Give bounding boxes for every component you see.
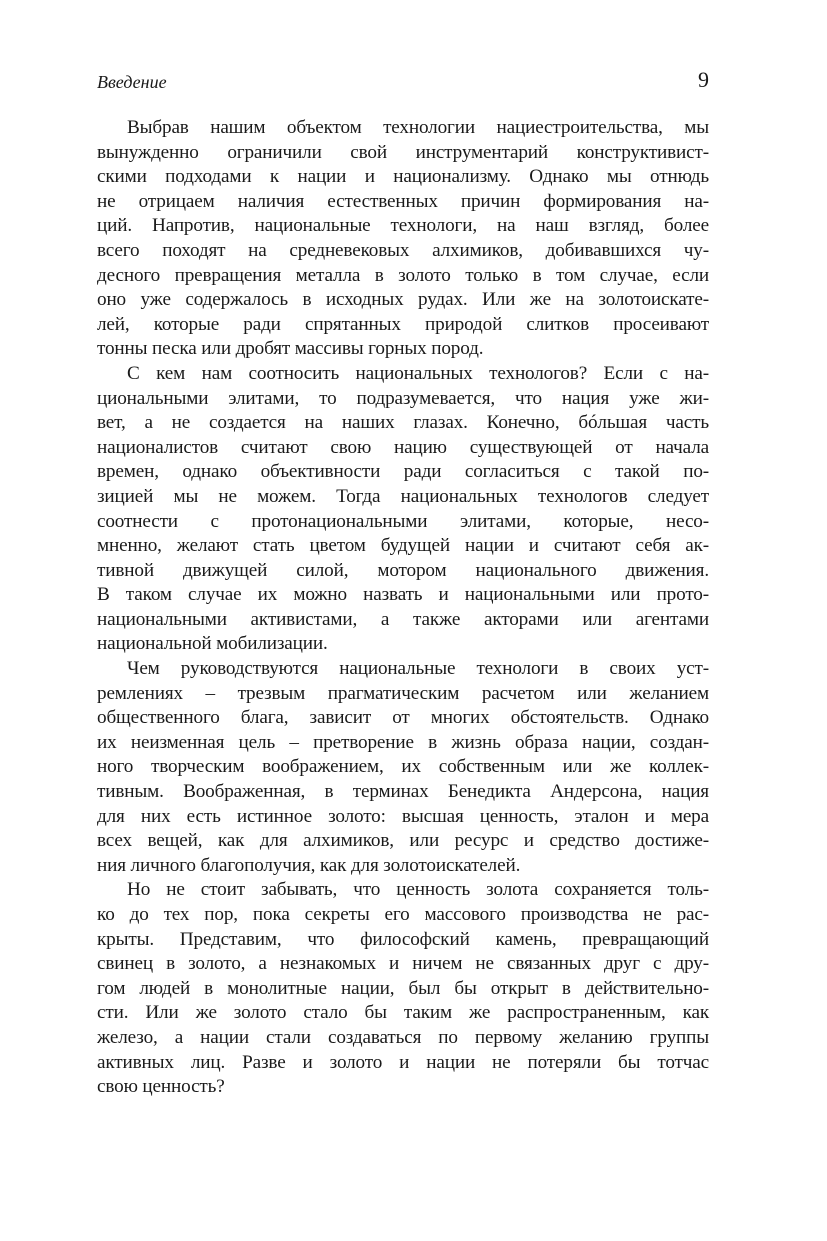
text-line: лей, которые ради спрятанных природой слитков просеивают bbox=[97, 313, 709, 335]
text-line: тонны песка или дробят массивы горных пород. bbox=[97, 338, 484, 360]
text-line: ния личного благополучия, как для золотоискателей. bbox=[97, 854, 521, 876]
text-line: ций. Напротив, национальные технологи, на наш взгляд, более bbox=[97, 215, 709, 237]
text-line: С кем нам соотносить национальных технологов? Если с на- bbox=[127, 362, 709, 384]
text-line: циональными элитами, то подразумевается, что нация уже жи- bbox=[97, 387, 709, 409]
text-line: не отрицаем наличия естественных причин формирования на- bbox=[97, 190, 709, 212]
text-line: тивной движущей силой, мотором национального движения. bbox=[97, 559, 709, 581]
text-line: скими подходами к нации и национализму. Однако мы отнюдь bbox=[97, 166, 709, 188]
text-line: для них есть истинное золото: высшая ценность, эталон и мера bbox=[97, 805, 709, 827]
text-line: свинец в золото, а незнакомых и ничем не связанных друг с дру- bbox=[97, 953, 709, 975]
text-line: железо, а нации стали создаваться по первому желанию группы bbox=[97, 1026, 709, 1048]
body-text bbox=[97, 116, 709, 1100]
text-line: вет, а не создается на наших глазах. Конечно, бóльшая часть bbox=[97, 412, 709, 434]
paragraph bbox=[97, 362, 709, 657]
text-line: национальными активистами, а также акторами или агентами bbox=[97, 608, 709, 630]
text-line: Но не стоит забывать, что ценность золота сохраняется толь- bbox=[127, 879, 709, 901]
text-line: националистов считают свою нацию существующей от начала bbox=[97, 436, 709, 458]
text-line: всех вещей, как для алхимиков, или ресурс и средство достиже- bbox=[97, 830, 709, 852]
text-line: гом людей в монолитные нации, был бы открыт в действительно- bbox=[97, 977, 709, 999]
page-number: 9 bbox=[698, 67, 709, 92]
text-line: Выбрав нашим объектом технологии нациестроительства, мы bbox=[127, 117, 709, 138]
text-line: оно уже содержалось в исходных рудах. Или же на золотоискате- bbox=[97, 289, 709, 311]
running-head bbox=[97, 68, 709, 96]
text-line: их неизменная цель – претворение в жизнь образа нации, создан- bbox=[97, 731, 709, 753]
section-title: Введение bbox=[97, 72, 167, 92]
text-line: зицией мы не можем. Тогда национальных технологов следует bbox=[97, 485, 709, 507]
text-line: крыты. Представим, что философский камень, превращающий bbox=[97, 928, 709, 950]
text-line: свою ценность? bbox=[97, 1076, 225, 1098]
paragraph bbox=[97, 657, 709, 878]
text-line: вынужденно ограничили свой инструментарий конструктивист- bbox=[97, 141, 709, 163]
text-line: ного творческим воображением, их собственным или же коллек- bbox=[97, 756, 709, 778]
text-line: национальной мобилизации. bbox=[97, 633, 328, 655]
text-line: сти. Или же золото стало бы таким же распространенным, как bbox=[97, 1002, 709, 1024]
text-line: В таком случае их можно назвать и национальными или прото- bbox=[97, 584, 709, 606]
text-line: активных лиц. Разве и золото и нации не потеряли бы тотчас bbox=[97, 1051, 709, 1073]
paragraph bbox=[97, 878, 709, 1099]
paragraph bbox=[97, 116, 709, 362]
text-line: времен, однако объективности ради согласиться с такой по- bbox=[97, 461, 709, 483]
text-line: всего походят на средневековых алхимиков, добивавшихся чу- bbox=[97, 239, 709, 261]
text-line: Чем руководствуются национальные технологи в своих уст- bbox=[127, 658, 709, 680]
text-line: ко до тех пор, пока секреты его массового производства не рас- bbox=[97, 904, 709, 925]
text-line: ремлениях – трезвым прагматическим расчетом или желанием bbox=[97, 682, 709, 704]
text-line: соотнести с протонациональными элитами, которые, несо- bbox=[97, 510, 709, 532]
text-line: общественного блага, зависит от многих обстоятельств. Однако bbox=[97, 707, 709, 729]
text-line: десного превращения металла в золото только в том случае, если bbox=[97, 264, 709, 286]
text-line: мненно, желают стать цветом будущей нации и считают себя ак- bbox=[97, 535, 709, 557]
text-line: тивным. Воображенная, в терминах Бенедикта Андерсона, нация bbox=[97, 781, 709, 803]
